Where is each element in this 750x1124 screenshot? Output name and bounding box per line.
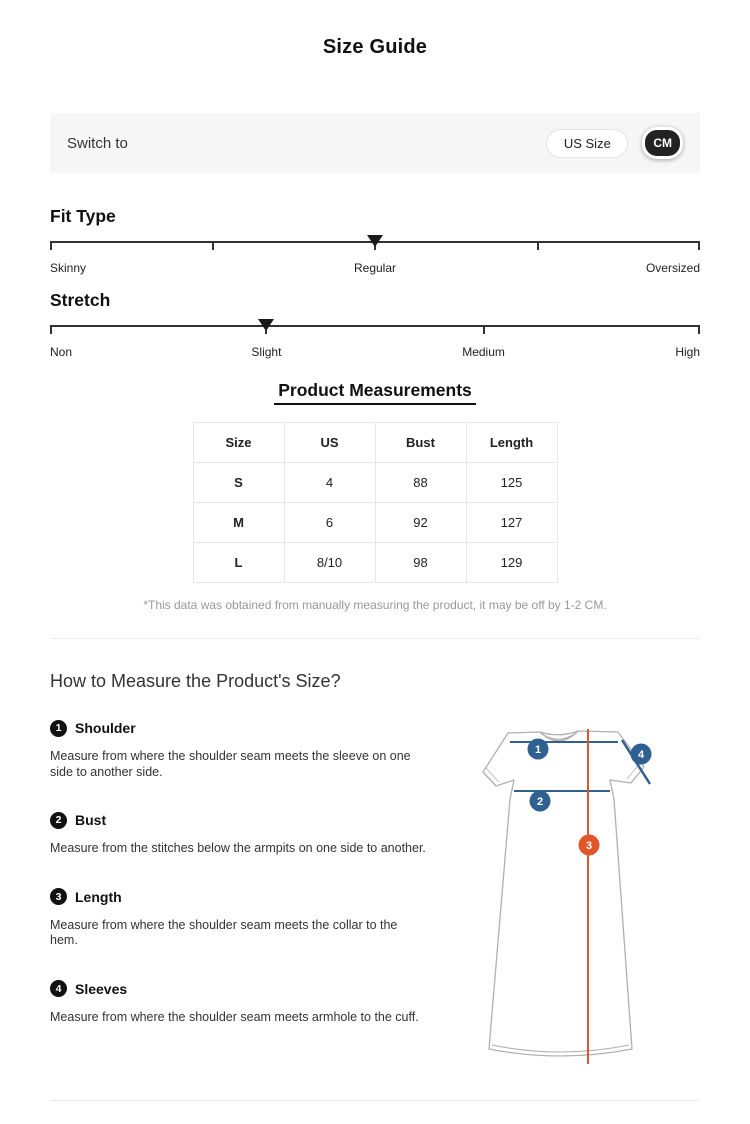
- fit-type-labels: [50, 261, 700, 276]
- measure-instructions: [50, 719, 435, 1071]
- diagram-badge-4: [631, 744, 652, 765]
- bottom-divider: [50, 1100, 700, 1101]
- slider-tick: [698, 327, 700, 334]
- measurements-table: [193, 422, 558, 583]
- measure-item-description: Measure from where the shoulder seam meets the collar to the hem.: [50, 917, 398, 947]
- column-header-length: Length: [466, 423, 557, 463]
- fit-type-label-oversized: Oversized: [645, 261, 700, 275]
- measure-item-length: [50, 888, 435, 949]
- svg-text:3: 3: [585, 840, 593, 852]
- section-divider: [50, 638, 700, 639]
- product-measurements-title: Product Measurements: [274, 379, 476, 405]
- measure-item-title: [50, 888, 435, 906]
- fit-type-track: [50, 241, 700, 252]
- measure-item-shoulder: [50, 719, 435, 780]
- dress-diagram: [435, 719, 700, 1071]
- svg-text:1: 1: [534, 744, 542, 756]
- slider-tick: [212, 243, 214, 250]
- length-cell: 127: [466, 503, 557, 543]
- bust-cell: 92: [375, 503, 466, 543]
- slider-tick: [537, 243, 539, 250]
- how-to-measure-section: [50, 719, 700, 1071]
- slider-tick: [50, 327, 52, 334]
- switch-actions: [546, 127, 683, 159]
- page-title: Size Guide: [322, 36, 428, 58]
- fit-type-heading: Fit Type: [50, 206, 116, 226]
- bust-cell: 98: [375, 543, 466, 583]
- size-cell: L: [193, 543, 284, 583]
- table-header-row: [193, 423, 557, 463]
- stretch-heading: Stretch: [50, 290, 111, 310]
- fit-type-label-regular: Regular: [353, 261, 397, 275]
- measure-item-title: [50, 980, 435, 998]
- measure-item-bust: [50, 811, 435, 857]
- diagram-badge-3: [579, 835, 600, 856]
- fit-type-marker-icon: [367, 235, 383, 247]
- length-cell: 129: [466, 543, 557, 583]
- stretch-label-medium: Medium: [462, 345, 505, 359]
- stretch-label-high: High: [675, 345, 700, 359]
- number-1-badge-icon: 1: [50, 720, 67, 737]
- column-header-size: Size: [193, 423, 284, 463]
- diagram-area: [435, 719, 700, 1071]
- measure-item-label: Length: [75, 888, 122, 905]
- measure-item-title: [50, 811, 435, 829]
- measure-item-sleeves: [50, 980, 435, 1026]
- measurement-disclaimer: *This data was obtained from manually measuring the product, it may be off by 1-2 CM.: [143, 598, 607, 612]
- stretch-labels: [50, 345, 700, 360]
- slider-tick: [50, 243, 52, 250]
- size-cell: M: [193, 503, 284, 543]
- measure-item-description: Measure from where the shoulder seam meets armhole to the cuff.: [50, 1009, 419, 1024]
- unit-switch-bar: [50, 113, 700, 173]
- number-3-badge-icon: 3: [50, 888, 67, 905]
- table-row: [193, 463, 557, 503]
- stretch-label-non: Non: [50, 345, 73, 359]
- fit-type-slider: [50, 241, 700, 276]
- slider-tick: [698, 243, 700, 250]
- diagram-badge-2: [530, 791, 551, 812]
- us-cell: 4: [284, 463, 375, 503]
- measure-item-label: Shoulder: [75, 720, 136, 736]
- size-cell: S: [193, 463, 284, 503]
- dress-outline: [483, 731, 644, 1056]
- switch-to-label: Switch to: [67, 134, 128, 152]
- measure-item-description: Measure from the stitches below the armpits on one side to another.: [50, 841, 426, 855]
- svg-text:2: 2: [536, 796, 544, 808]
- table-row: [193, 543, 557, 583]
- measure-item-label: Sleeves: [75, 980, 128, 997]
- fit-type-label-skinny: Skinny: [50, 261, 87, 275]
- number-4-badge-icon: 4: [50, 980, 67, 997]
- number-2-badge-icon: 2: [50, 812, 67, 829]
- stretch-slider: [50, 325, 700, 360]
- length-cell: 125: [466, 463, 557, 503]
- measure-item-description: Measure from where the shoulder seam meets the sleeve on one side to another side.: [50, 749, 411, 779]
- column-header-bust: Bust: [375, 423, 466, 463]
- us-cell: 8/10: [284, 543, 375, 583]
- diagram-badge-1: [528, 739, 549, 760]
- how-to-measure-heading: How to Measure the Product's Size?: [50, 671, 341, 691]
- measure-item-label: Bust: [75, 812, 107, 828]
- slider-tick: [483, 327, 485, 334]
- column-header-us: US: [284, 423, 375, 463]
- measure-item-title: [50, 719, 435, 737]
- stretch-label-slight: Slight: [251, 345, 282, 359]
- stretch-track: [50, 325, 700, 336]
- svg-text:4: 4: [637, 749, 645, 761]
- stretch-marker-icon: [258, 319, 274, 331]
- us-cell: 6: [284, 503, 375, 543]
- collar-back-line: [540, 731, 578, 735]
- table-row: [193, 503, 557, 543]
- us-size-button[interactable]: US Size: [546, 129, 628, 158]
- cm-unit-toggle[interactable]: CM: [642, 127, 683, 159]
- bust-cell: 88: [375, 463, 466, 503]
